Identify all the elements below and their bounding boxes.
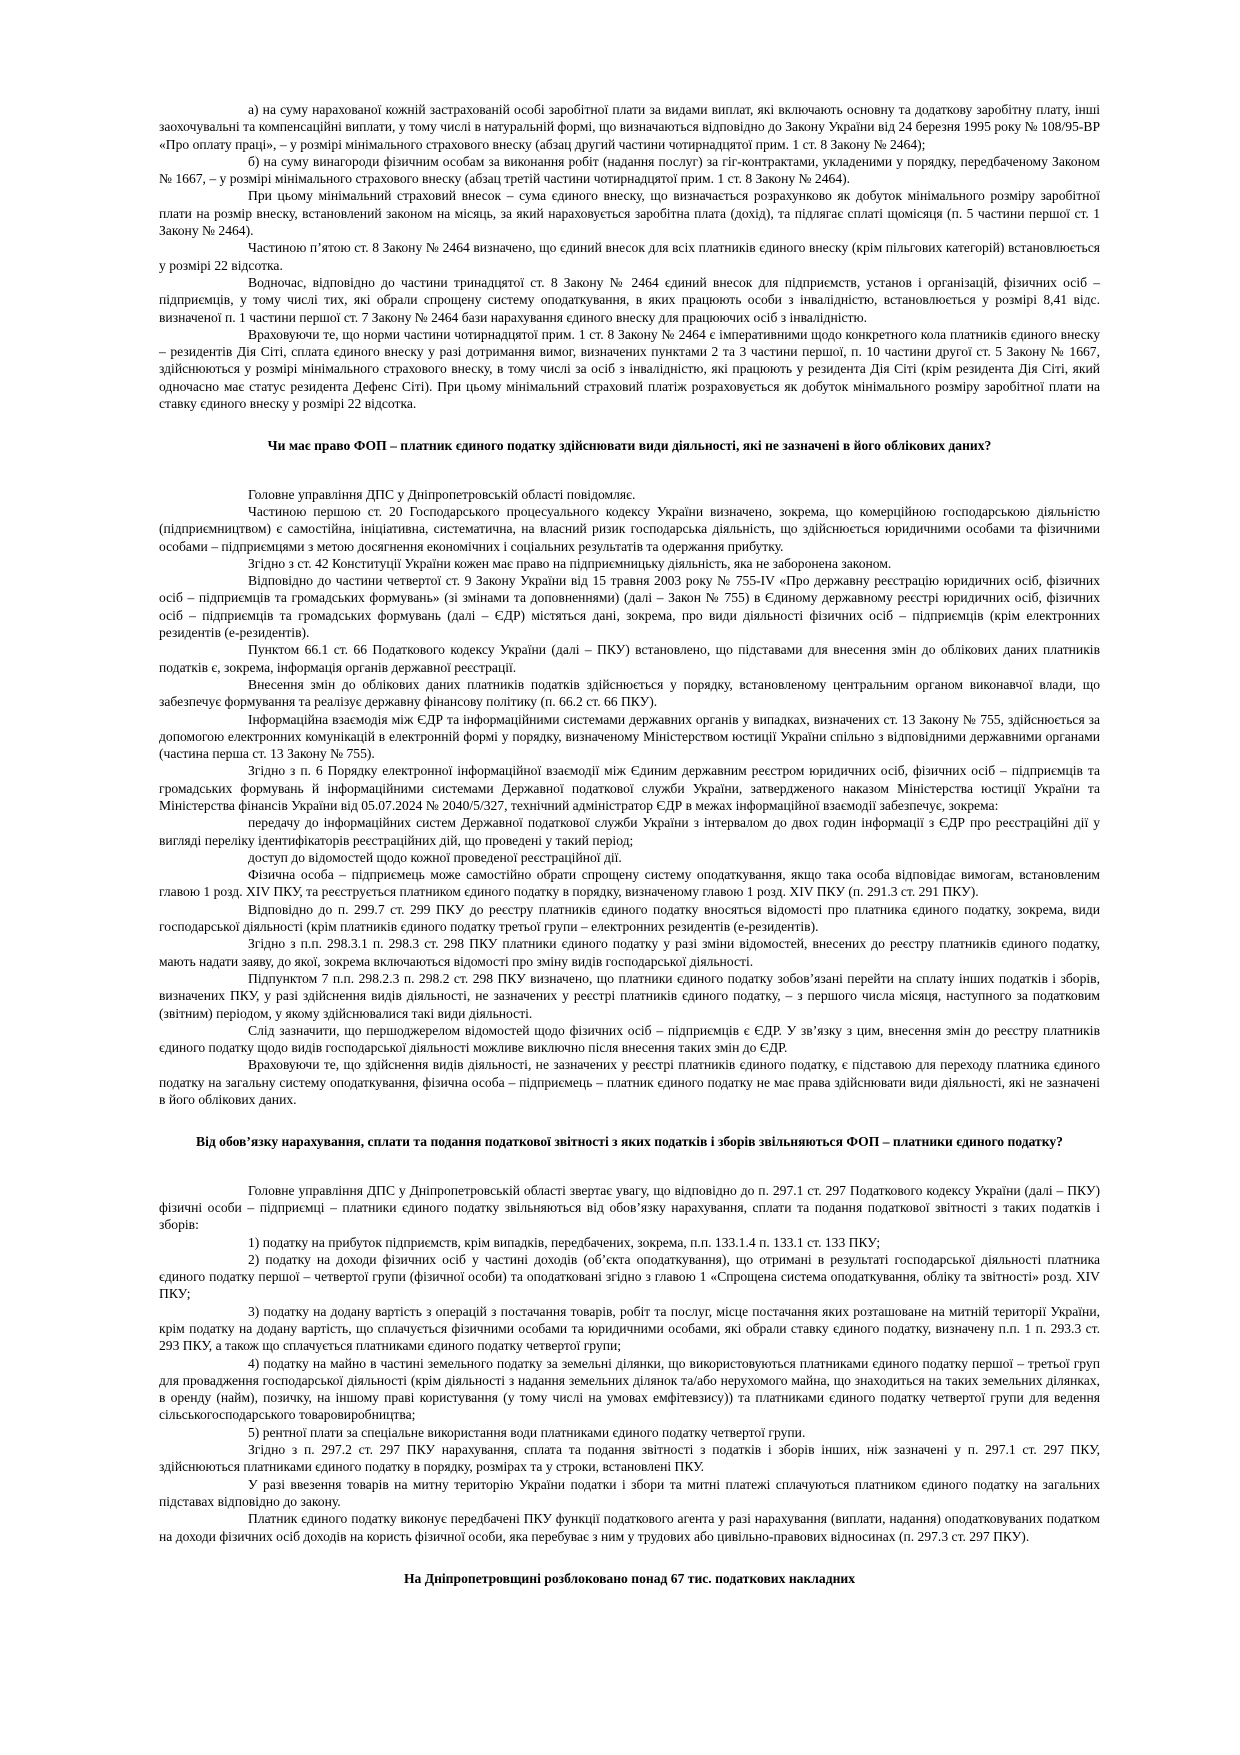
- paragraph: 3) податку на додану вартість з операцій з постачання товарів, робіт та послуг, місце постачання яких розташоване на митній території України, крім податку на додану вартість, що сплачується фізичними особами та юридичними особами, які обрали ставку єдиного податку, визначену п.п. 1 п. 293.3 ст. 293 ПКУ, а також що сплачується платниками єдиного податку четвертої групи;: [159, 1303, 1100, 1354]
- paragraph: передачу до інформаційних систем Державної податкової служби України з інтервалом до двох годин інформації з ЄДР про реєстраційні дії у вигляді переліку ідентифікаторів реєстраційних дій, що проведені у такий період;: [159, 815, 1100, 848]
- paragraph: Слід зазначити, що першоджерелом відомостей щодо фізичних осіб – підприємців є ЄДР. У зв’язку з цим, внесення змін до реєстру платників єдиного податку щодо видів господарської діяльності можливе виключно після внесення таких змін до ЄДР.: [159, 1022, 1100, 1056]
- paragraph: 5) рентної плати за спеціальне використання води платниками єдиного податку четвертої групи.: [248, 1424, 806, 1440]
- paragraph: При цьому мінімальний страховий внесок – сума єдиного внеску, що визначається розрахунково як добуток мінімального розміру заробітної плати на розмір внеску, встановлений законом на місяць, за який нараховується заробітна плата (дохід), та підлягає сплаті щомісяця (п. 5 частини першої ст. 1 Закону № 2464).: [159, 188, 1100, 239]
- paragraph: Платник єдиного податку виконує передбачені ПКУ функції податкового агента у разі нарахування (виплати, надання) оподатковуваних податком на доходи фізичних осіб доходів на користь фізичної особи, яка перебуває з ним у трудових або цивільно-правових відносинах (п. 297.3 ст. 297 ПКУ).: [159, 1511, 1100, 1544]
- paragraph: Інформаційна взаємодія між ЄДР та інформаційними системами державних органів у випадках, визначених ст. 13 Закону № 755, здійснюється за допомогою електронних комунікацій в електронній формі у порядку, визначеному Міністерством юстиції України спільно з відповідними державними органами (частина перша ст. 13 Закону № 755).: [159, 711, 1100, 762]
- paragraph: 4) податку на майно в частині земельного податку за земельні ділянки, що використовуються платниками єдиного податку першої – третьої груп для провадження господарської діяльності (крім діяльності з надання земельних ділянок та/або нерухомого майна, що знаходиться на таких земельних ділянках, в оренду (найм), позичку, на іншому праві користування (у тому числі на умовах емфітевзису)) та платниками єдиного податку четвертої групи для ведення сільськогосподарського товаровиробництва;: [159, 1355, 1100, 1423]
- paragraph: Згідно з п.п. 298.3.1 п. 298.3 ст. 298 ПКУ платники єдиного податку у разі зміни відомостей, внесених до реєстру платників єдиного податку, мають надати заяву, до якої, зокрема включаються відомості про зміну видів господарської діяльності.: [159, 936, 1100, 969]
- paragraph: Згідно з п. 6 Порядку електронної інформаційної взаємодії між Єдиним державним реєстром юридичних осіб, фізичних осіб – підприємців та громадських формувань й інформаційними системами Державної податкової служби України, затвердженого наказом Міністерства юстиції України та Міністерства фінансів України від 05.07.2024 № 2040/5/327, технічний адміністратор ЄДР в межах інформаційної взаємодії забезпечує, зокрема:: [159, 763, 1100, 813]
- paragraph: Відповідно до п. 299.7 ст. 299 ПКУ до реєстру платників єдиного податку вносяться відомості про платника єдиного податку, зокрема, види господарської діяльності (крім платників єдиного податку третьої групи – електронних резидентів (е-резидентів).: [159, 901, 1100, 935]
- paragraph: 2) податку на доходи фізичних осіб у частині доходів (об’єкта оподаткування), що отримані в результаті господарської діяльності платника єдиного податку першої – четвертої групи (фізичної особи) та оподатковані згідно з главою 1 «Спрощена система оподаткування, обліку та звітності» розд. XIV ПКУ;: [159, 1251, 1100, 1302]
- paragraph: Згідно з п. 297.2 ст. 297 ПКУ нарахування, сплата та подання звітності з податків і зборів інших, ніж зазначені у п. 297.1 ст. 297 ПКУ, здійснюються платниками єдиного податку в порядку, розмірах та у строки, встановлені ПКУ.: [159, 1442, 1100, 1475]
- paragraph: Пунктом 66.1 ст. 66 Податкового кодексу України (далі – ПКУ) встановлено, що підставами для внесення змін до облікових даних платників податків є, зокрема, інформація органів державної реєстрації.: [159, 642, 1100, 675]
- paragraph: Згідно з ст. 42 Конституції України кожен має право на підприємницьку діяльність, яка не заборонена законом.: [248, 555, 892, 571]
- paragraph: Головне управління ДПС у Дніпропетровській області звертає увагу, що відповідно до п. 297.1 ст. 297 Податкового кодексу України (далі – ПКУ) фізичні особи – підприємці – платники єдиного податку звільняються від обов’язку нарахування, сплати та подання податкової звітності з таких податків і зборів:: [159, 1182, 1100, 1233]
- paragraph: Головне управління ДПС у Дніпропетровській області повідомляє.: [248, 486, 636, 502]
- paragraph: Враховуючи те, що здійснення видів діяльності, не зазначених у реєстрі платників єдиного податку, є підставою для переходу платника єдиного податку на загальну систему оподаткування, фізична особа – підприємець – платник єдиного податку не має права здійснювати види діяльності, які не зазначені в його облікових даних.: [159, 1057, 1100, 1108]
- paragraph: Частиною п’ятою ст. 8 Закону № 2464 визначено, що єдиний внесок для всіх платників єдиного внеску (крім пільгових категорій) встановлюється у розмірі 22 відсотка.: [159, 240, 1100, 273]
- paragraph: Частиною першою ст. 20 Господарського процесуального кодексу України визначено, зокрема, що комерційною господарською діяльністю (підприємництвом) є самостійна, ініціативна, систематична, на власний ризик господарська діяльність, що здійснюється юридичними особами та фізичними особами – підприємцями з метою досягнення економічних і соціальних результатів та одержання прибутку.: [159, 503, 1100, 554]
- paragraph: Фізична особа – підприємець може самостійно обрати спрощену систему оподаткування, якщо така особа відповідає вимогам, встановленим главою 1 розд. XIV ПКУ, та реєструється платником єдиного податку в порядку, визначеному главою 1 розд. XIV ПКУ (п. 291.3 ст. 291 ПКУ).: [159, 867, 1100, 900]
- document-text: [159, 101, 1100, 1587]
- section-heading: Чи має право ФОП – платник єдиного податку здійснювати види діяльності, які не зазначені в його облікових даних?: [267, 438, 992, 454]
- paragraph: а) на суму нарахованої кожній застрахованій особі заробітної плати за видами виплат, які включають основну та додаткову заробітну плату, інші заохочувальні та компенсаційні виплати, у тому числі в натуральній формі, що визначаються відповідно до Закону України від 24 березня 1995 року № 108/95-ВР «Про оплату праці», – у розмірі мінімального страхового внеску (абзац другий частини чотирнадцятої прим. 1 ст. 8 Закону № 2464);: [159, 102, 1100, 152]
- paragraph: Підпунктом 7 п.п. 298.2.3 п. 298.2 ст. 298 ПКУ визначено, що платники єдиного податку зобов’язані перейти на сплату інших податків і зборів, визначених ПКУ, у разі здійснення видів діяльності, не зазначених у реєстрі платників єдиного податку, – з першого числа місяця, наступного за податковим (звітним) періодом, у якому здійснювалися такі види діяльності.: [159, 970, 1100, 1021]
- paragraph: Відповідно до частини четвертої ст. 9 Закону України від 15 травня 2003 року № 755-IV «Про державну реєстрацію юридичних осіб, фізичних осіб – підприємців та громадських формувань» (зі змінами та доповненнями) (далі – Закон № 755) в Єдиному державному реєстрі юридичних осіб, фізичних осіб – підприємців та громадських формувань (далі – ЄДР) містяться дані, зокрема, про види діяльності фізичних осіб – підприємців (крім електронних резидентів (е-резидентів).: [159, 573, 1100, 641]
- paragraph: У разі ввезення товарів на митну територію України податки і збори та митні платежі сплачуються платником єдиного податку на загальних підставах відповідно до закону.: [159, 1476, 1100, 1509]
- section-heading: На Дніпропетровщині розблоковано понад 67 тис. податкових накладних: [403, 1570, 856, 1586]
- paragraph: Водночас, відповідно до частини тринадцятої ст. 8 Закону № 2464 єдиний внесок для підприємств, установ і організацій, фізичних осіб – підприємців, у тому числі тих, які обрали спрощену систему оподаткування, в яких працюють особи з інвалідністю, встановлюється у розмірі 8,41 відс. визначеної п. 1 частини першої ст. 7 Закону № 2464 бази нарахування єдиного внеску для працюючих осіб з інвалідністю.: [159, 274, 1100, 325]
- paragraph: б) на суму винагороди фізичним особам за виконання робіт (надання послуг) за гіг-контрактами, укладеними у порядку, передбаченому Законом № 1667, – у розмірі мінімального страхового внеску (абзац третій частини чотирнадцятої прим. 1 ст. 8 Закону № 2464).: [159, 153, 1100, 187]
- paragraph: 1) податку на прибуток підприємств, крім випадків, передбачених, зокрема, п.п. 133.1.4 п. 133.1 ст. 133 ПКУ;: [248, 1234, 881, 1250]
- paragraph: Враховуючи те, що норми частини чотирнадцятої прим. 1 ст. 8 Закону № 2464 є імперативними щодо конкретного кола платників єдиного внеску – резидентів Дія Сіті, сплата єдиного внеску у разі дотримання вимог, визначених пунктами 2 та 3 частини першої, п. 10 частини другої ст. 5 Закону № 1667, здійснюються у розмірі мінімального страхового внеску, в тому числі за осіб з інвалідністю, які працюють у резидента Дія Сіті (крім резидента Дія Сіті, який одночасно має статус резидента Дефенс Сіті). При цьому мінімальний страховий платіж розраховується як добуток мінімального розміру заробітної плати на ставку єдиного внеску у розмірі 22 відсотка.: [159, 326, 1100, 412]
- section-heading: Від обов’язку нарахування, сплати та подання податкової звітності з яких податків і зборів звільняються ФОП – платники єдиного податку?: [196, 1134, 1063, 1150]
- paragraph: Внесення змін до облікових даних платників податків здійснюється у порядку, встановленому центральним органом виконавчої влади, що забезпечує формування та реалізує державну фінансову політику (п. 66.2 ст. 66 ПКУ).: [159, 676, 1100, 710]
- paragraph: доступ до відомостей щодо кожної проведеної реєстраційної дії.: [248, 849, 622, 865]
